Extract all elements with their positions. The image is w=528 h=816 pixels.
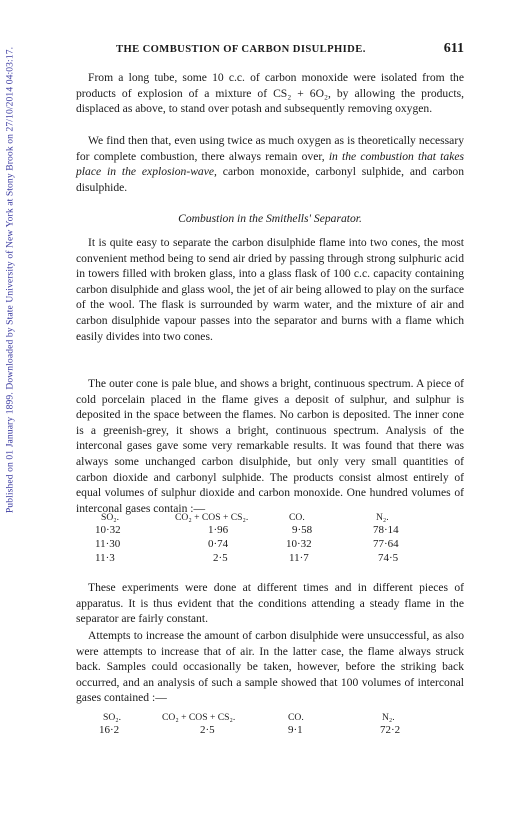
table-row bbox=[76, 552, 464, 566]
table-row bbox=[76, 524, 464, 538]
interconal-gas-table-1 bbox=[76, 512, 464, 566]
table-header-cell: CO. bbox=[289, 512, 305, 523]
table-header-row bbox=[76, 512, 464, 524]
paragraph-cone-observations: The outer cone is pale blue, and shows a bright, continuous spectrum. A piece of cold porcelain placed in the flame gives a deposit of sulphur, and sulphur is deposited in the space between the flames. No carbon is deposited. The inner cone is a greenish-grey, it shows a bright, continuous spectrum. Analysis of the interconal gases gave some very remarkable results. It was found that there was always some unchanged carbon disulphide, but only very small quantities of carbon dioxide and carbonyl sulphide. The products consist almost entirely of equal volumes of sulphur dioxide and carbon monoxide. One hundred volumes of interconal gases contain :— bbox=[76, 377, 464, 515]
table-header-cell: CO₂ + COS + CS₂. bbox=[175, 512, 249, 523]
table-row bbox=[76, 724, 464, 738]
table-cell: 0·74 bbox=[208, 538, 229, 550]
provenance-sidebar bbox=[3, 20, 17, 540]
paragraph-co-isolation: From a long tube, some 10 c.c. of carbon monoxide were isolated from the products of explosion of a mixture of CS₂ + 6O₂, by allowing the products, displaced as above, to stand over potash and subsequently removing oxygen. bbox=[76, 71, 464, 116]
paragraph-combustion-result bbox=[76, 133, 464, 195]
table-cell: 2·5 bbox=[213, 552, 228, 564]
table-cell: 11·3 bbox=[95, 552, 115, 564]
paragraph-experiment-consistency: These experiments were done at different times and in different pieces of apparatus. It is thus evident that the conditions attending a steady flame in the separator are fairly constant. bbox=[76, 581, 464, 626]
table-cell: 16·2 bbox=[99, 724, 120, 736]
table-header-cell: CO. bbox=[288, 712, 304, 723]
table-row bbox=[76, 538, 464, 552]
paragraph-separator-method: It is quite easy to separate the carbon disulphide flame into two cones, the most convenient method being to send air dried by passing through strong sulphuric acid in towers filled with broken glass, into a glass flask of 100 c.c. capacity containing carbon disulphide and glass wool, the jet of air being allowed to play on the surface of the wool. The flask is surrounded by warm water, and the mixture of air and carbon disulphide vapour passes into the separator and burns with a flame which easily divides into two cones. bbox=[76, 236, 464, 343]
table-cell: 72·2 bbox=[380, 724, 401, 736]
running-title: THE COMBUSTION OF CARBON DISULPHIDE. bbox=[116, 44, 366, 55]
table-cell: 2·5 bbox=[200, 724, 215, 736]
paragraph-text: We find then that, even using twice as much oxygen as is theoretically necessary for complete combustion, there always remain over, bbox=[76, 134, 464, 163]
table-header-cell: N₂. bbox=[376, 512, 389, 523]
table-cell: 10·32 bbox=[95, 524, 121, 536]
provenance-text: Published on 01 January 1899. Downloaded by State University of New York at Stony Brook on 27/10/2014 04:03:17. bbox=[4, 46, 16, 514]
page-header bbox=[76, 41, 464, 60]
table-header-cell: N₂. bbox=[382, 712, 395, 723]
table-cell: 11·30 bbox=[95, 538, 121, 550]
paragraph-increase-attempts: Attempts to increase the amount of carbon disulphide were unsuccessful, as also were attempts to increase that of air. In the latter case, the flame always struck back. Samples could occasionally be taken, however, before the striking back occurred, and an analysis of such a sample showed that 100 volumes of interconal gases contained :— bbox=[76, 629, 464, 705]
section-heading: Combustion in the Smithells' Separator. bbox=[178, 212, 362, 225]
table-header-cell: SO₂. bbox=[101, 512, 120, 523]
table-cell: 9·1 bbox=[288, 724, 303, 736]
table-cell: 9·58 bbox=[292, 524, 313, 536]
table-cell: 77·64 bbox=[373, 538, 399, 550]
table-cell: 1·96 bbox=[208, 524, 229, 536]
table-cell: 78·14 bbox=[373, 524, 399, 536]
table-header-cell: SO₂. bbox=[103, 712, 122, 723]
table-cell: 11·7 bbox=[289, 552, 309, 564]
table-header-cell: CO₂ + COS + CS₂. bbox=[162, 712, 236, 723]
interconal-gas-table-2 bbox=[76, 712, 464, 738]
table-cell: 10·32 bbox=[286, 538, 312, 550]
table-header-row bbox=[76, 712, 464, 724]
paragraph-text: carbon monoxide, carbonyl sulphide, and carbon disulphide. bbox=[76, 165, 464, 194]
paragraph-italic-text: in the combustion that takes place in the explosion-wave, bbox=[76, 149, 464, 179]
page-number: 611 bbox=[443, 41, 464, 56]
table-cell: 74·5 bbox=[378, 552, 399, 564]
